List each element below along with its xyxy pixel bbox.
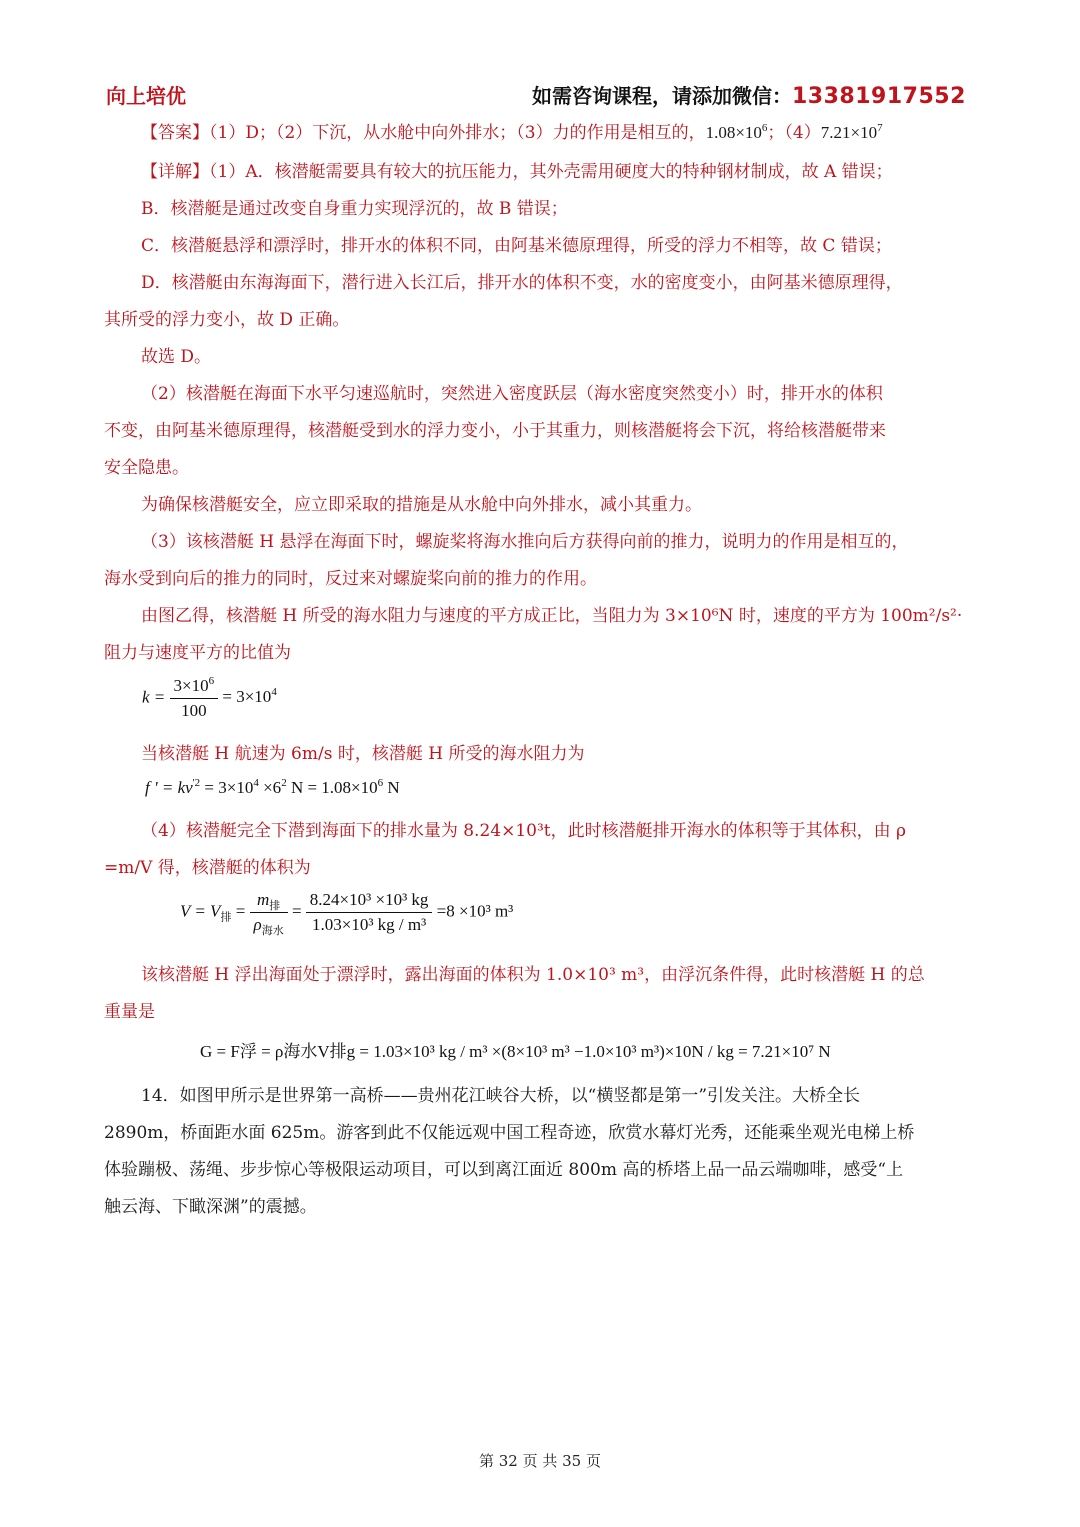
part2-line-2: 不变，由阿基米德原理得，核潜艇受到水的浮力变小，小于其重力，则核潜艇将会下沉，将给核潜艇带来 [104,421,886,441]
question-14-line-4: 触云海、下瞰深渊”的震撼。 [104,1197,317,1217]
part3-line-2: 海水受到向后的推力的同时，反过来对螺旋桨向前的推力的作用。 [104,569,597,589]
formula-k-rhs: = $3\times 10^4$ [222,686,277,707]
formula-v: $V = V_排$ = $\frac{m_排}{\rho_{海水}}$ = $\frac{\text{8.24×10³ ×10³ kg}}{\text{1.03×10³ kg / m³}}$ =8 ×10³ m³ [180,890,514,937]
detail-line-d: D．核潜艇由东海海面下，潜行进入长江后，排开水的体积不变，水的密度变小，由阿基米德原理得， [141,273,903,293]
part4-line-1: （4）核潜艇完全下潜到海面下的排水量为 8.24×10³t，此时核潜艇排开海水的体积等于其体积，由 ρ [141,821,906,841]
part4-line-4: 重量是 [104,1002,155,1022]
part3-line-3: 由图乙得，核潜艇 H 所受的海水阻力与速度的平方成正比，当阻力为 3×10⁶N 时，速度的平方为 100m²/s²· [141,606,963,626]
part3-line-4: 阻力与速度平方的比值为 [104,643,291,663]
answer-sep: ；（4） [767,123,821,143]
page-footer: 第 32 页 共 35 页 [478,1452,601,1470]
part4-line-3: 该核潜艇 H 浮出海面处于漂浮时，露出海面的体积为 1.0×10³ m³，由浮沉条件得，此时核潜艇 H 的总 [141,965,925,985]
detail-line-d2: 其所受的浮力变小，故 D 正确。 [104,310,350,330]
formula-f: f ' = $kv^{'2} = 3\times 10^4 \times 6^2$ $N = 1.08\times 10^6$ N [145,777,400,797]
contact-phone: 13381917552 [792,84,966,109]
contact-prefix: 如需咨询课程，请添加微信： [532,84,792,108]
part2-line-1: （2）核潜艇在海面下水平匀速巡航时，突然进入密度跃层（海水密度突然变小）时，排开水的体积 [141,384,883,404]
detail-line-c: C．核潜艇悬浮和漂浮时，排开水的体积不同，由阿基米德原理得，所受的浮力不相等，故 C 错误； [141,236,892,256]
part4-line-2: =m/V 得，核潜艇的体积为 [104,858,311,878]
answer-value-2: $7.21\times 10^7$ [820,122,883,142]
part3-line-5: 当核潜艇 H 航速为 6m/s 时，核潜艇 H 所受的海水阻力为 [141,744,585,764]
part2-line-4: 为确保核潜艇安全，应立即采取的措施是从水舱中向外排水，减小其重力。 [141,495,702,515]
formula-v-fraction-2: $\frac{\text{8.24×10³ ×10³ kg}}{\text{1.03×10³ kg / m³}}$ [306,890,433,935]
answer-line [141,118,883,143]
question-14-line-1: 14．如图甲所示是世界第一高桥——贵州花江峡谷大桥，以“横竖都是第一”引发关注。大桥全长 [141,1086,861,1106]
part3-line-1: （3）该核潜艇 H 悬浮在海面下时，螺旋桨将海水推向后方获得向前的推力，说明力的作用是相互的， [141,532,909,552]
header-brand: 向上培优 [106,84,186,108]
header-contact [532,80,966,109]
formula-g: G = F浮 = ρ海水V排g = 1.03×10³ kg / m³ ×(8×10³ m³ −1.0×10³ m³)×10N / kg = 7.21×10⁷ N [200,1042,831,1061]
formula-k [142,676,277,721]
answer-value-1: $1.08\times 10^6$ [705,122,768,142]
question-14-line-3: 体验蹦极、荡绳、步步惊心等极限运动项目，可以到离江面近 800m 高的桥塔上品一品云端咖啡，感受“上 [104,1160,904,1180]
question-14-line-2: 2890m，桥面距水面 625m。游客到此不仅能远观中国工程奇迹，欣赏水幕灯光秀，还能乘坐观光电梯上桥 [104,1123,915,1143]
detail-choice: 故选 D。 [141,347,212,367]
formula-k-lhs: k = [142,687,166,707]
formula-v-fraction-1: $\frac{m_排}{\rho_{海水}}$ [250,890,288,935]
formula-k-fraction: $\frac{3\times 10^6}{100}$ [170,676,219,721]
detail-line-b: B．核潜艇是通过改变自身重力实现浮沉的，故 B 错误； [141,199,568,219]
part2-line-3: 安全隐患。 [104,458,189,478]
answer-text: 【答案】（1）D；（2）下沉，从水舱中向外排水；（3）力的作用是相互的， [141,123,706,143]
detail-line-a: 【详解】（1）A．核潜艇需要具有较大的抗压能力，其外壳需用硬度大的特种钢材制成，故 A 错误； [141,162,893,182]
